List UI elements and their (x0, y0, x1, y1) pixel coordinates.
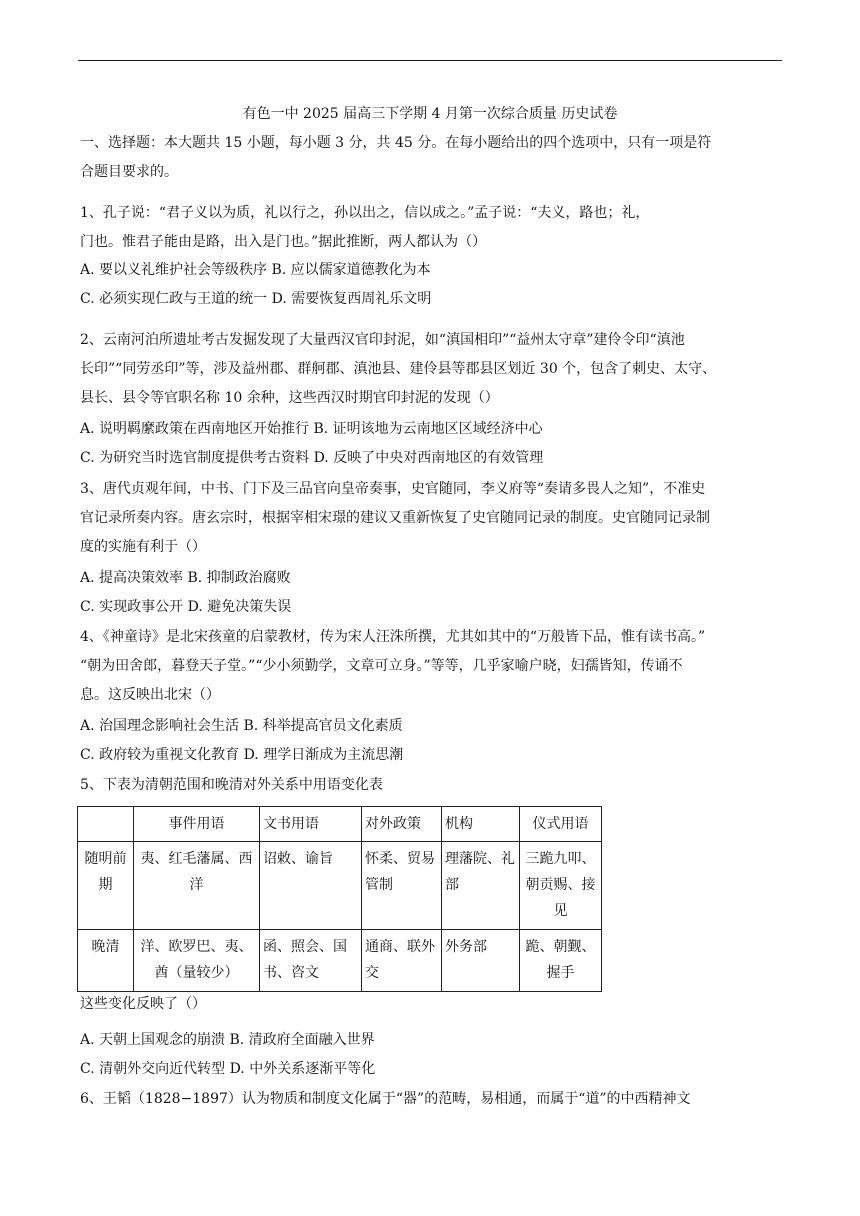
table-header-row (78, 807, 602, 842)
table-cell: 洋、欧罗巴、夷、酋（量较少） (134, 930, 260, 992)
table-cell: 理藩院、礼部 (442, 842, 520, 930)
table-cell: 诏敕、谕旨 (260, 842, 362, 930)
q4-stem-line1: 4、《神童诗》是北宋孩童的启蒙教材，传为宋人汪洙所撰，尤其如其中的“万般皆下品，惟有读书高。” (80, 629, 706, 645)
table-row (78, 842, 602, 930)
q3-options-cd: C. 实现政事公开 D. 避免决策失误 (80, 599, 292, 615)
q4-options-ab: A. 治国理念影响社会生活 B. 科举提高官员文化素质 (80, 718, 403, 734)
q3-options-ab: A. 提高决策效率 B. 抑制政治腐败 (80, 570, 291, 586)
q4-stem-line3: 息。这反映出北宋（） (80, 687, 220, 703)
q1-stem-line1: 1、孔子说：“君子义以为质，礼以行之，孙以出之，信以成之。”孟子说：“夫义，路也；礼， (80, 205, 650, 221)
q2-options-cd: C. 为研究当时选官制度提供考古资料 D. 反映了中央对西南地区的有效管理 (80, 450, 544, 466)
table-cell: 外务部 (442, 930, 520, 992)
q2-stem-line1: 2、云南河泊所遗址考古发掘发现了大量西汉官印封泥，如“滇国相印”“益州太守章”建伶令印“滇池 (80, 332, 685, 348)
q2-stem-line3: 县长、县令等官职名称 10 余种，这些西汉时期官印封泥的发现（） (80, 390, 499, 406)
q5-after-table: 这些变化反映了（） (80, 996, 206, 1012)
q4-options-cd: C. 政府较为重视文化教育 D. 理学日渐成为主流思潮 (80, 747, 404, 763)
table-header-cell: 对外政策 (362, 807, 442, 842)
q3-stem-line2: 官记录所奏内容。唐玄宗时，根据宰相宋璟的建议又重新恢复了史官随同记录的制度。史官随同记录制 (80, 510, 710, 526)
table-header-cell: 机构 (442, 807, 520, 842)
section-instruction-line1: 一、选择题：本大题共 15 小题，每小题 3 分，共 45 分。在每小题给出的四个选项中，只有一项是符 (80, 135, 712, 151)
table-cell: 跪、朝觐、握手 (520, 930, 602, 992)
q2-stem-line2: 长印”“同劳丞印”等，涉及益州郡、群舸郡、滇池县、建伶县等郡县区划近 30 个，包含了刺史、太守、 (80, 361, 717, 377)
section-instruction-line2: 合题目要求的。 (80, 164, 178, 180)
q1-stem-line2: 门也。惟君子能由是路，出入是门也。”据此推断，两人都认为（） (80, 234, 487, 250)
table-cell: 三跪九叩、朝贡赐、接见 (520, 842, 602, 930)
table-cell: 怀柔、贸易管制 (362, 842, 442, 930)
q5-options-cd: C. 清朝外交向近代转型 D. 中外关系逐渐平等化 (80, 1061, 376, 1077)
table-header-cell: 事件用语 (134, 807, 260, 842)
q4-stem-line2: “朝为田舍郎，暮登天子堂。”“少小须勤学，文章可立身。”等等，几乎家喻户晓，妇孺皆知，传诵不 (80, 658, 683, 674)
q3-stem-line1: 3、唐代贞观年间，中书、门下及三品官向皇帝奏事，史官随同，李义府等“奏请多畏人之知”，不准史 (80, 481, 706, 497)
table-header-cell (78, 807, 134, 842)
table-header-cell: 仪式用语 (520, 807, 602, 842)
q1-options-cd: C. 必须实现仁政与王道的统一 D. 需要恢复西周礼乐文明 (80, 291, 432, 307)
q6-stem-line1: 6、王韬（1828−1897）认为物质和制度文化属于“器”的范畴，易相通，而属于“道”的中西精神文 (80, 1091, 691, 1107)
q3-stem-line3: 度的实施有利于（） (80, 539, 206, 555)
table-row (78, 930, 602, 992)
table-cell: 夷、红毛藩属、西洋 (134, 842, 260, 930)
table-cell: 通商、联外交 (362, 930, 442, 992)
q2-options-ab: A. 说明羁縻政策在西南地区开始推行 B. 证明该地为云南地区区域经济中心 (80, 421, 543, 437)
q5-options-ab: A. 天朝上国观念的崩溃 B. 清政府全面融入世界 (80, 1032, 375, 1048)
table-cell: 随明前期 (78, 842, 134, 930)
table-cell: 函、照会、国书、咨文 (260, 930, 362, 992)
q1-options-ab: A. 要以义礼维护社会等级秩序 B. 应以儒家道德教化为本 (80, 262, 431, 278)
terminology-table (77, 806, 602, 992)
q5-stem-line1: 5、下表为清朝范围和晚清对外关系中用语变化表 (80, 777, 383, 793)
exam-title: 有色一中 2025 届高三下学期 4 月第一次综合质量 历史试卷 (242, 106, 618, 122)
table-cell: 晚清 (78, 930, 134, 992)
table-header-cell: 文书用语 (260, 807, 362, 842)
header-rule (78, 60, 782, 61)
